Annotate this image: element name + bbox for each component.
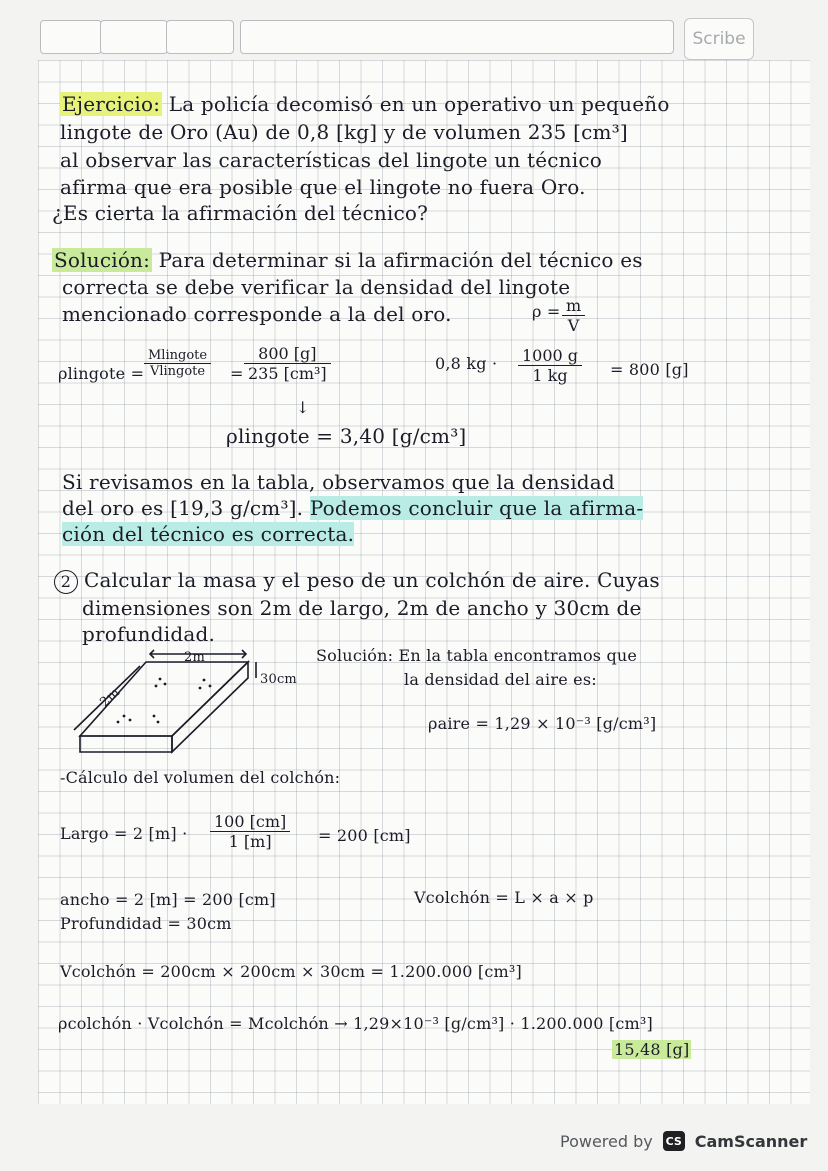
density-result: ρlingote = 3,40 [g/cm³] <box>226 424 467 448</box>
solution1-line: correcta se debe verificar la densidad del lingote <box>62 275 571 299</box>
camscanner-name: CamScanner <box>694 1131 808 1151</box>
mass-calculation: ρcolchón · Vcolchón = Mcolchón → 1,29×10⁻³ [g/cm³] · 1.200.000 [cm³] <box>58 1014 653 1033</box>
equals-sign: = <box>230 364 244 383</box>
mass-result: 15,48 [g] <box>614 1040 690 1059</box>
camscanner-footer <box>560 1126 807 1156</box>
down-arrow-icon: ↓ <box>296 398 310 417</box>
conclusion-line: Si revisamos en la tabla, observamos que la densidad <box>62 470 615 494</box>
dimension-side-label: 2m <box>97 685 123 711</box>
exercise-label: Ejercicio: <box>62 92 161 116</box>
air-density: ρaire = 1,29 × 10⁻³ [g/cm³] <box>428 714 657 733</box>
camscanner-logo-icon: CS <box>663 1131 685 1151</box>
density-formula-fraction: $\frac{m}{V}$ <box>562 296 585 335</box>
conclusion-line <box>62 522 354 546</box>
powered-by-text: Powered by <box>560 1131 653 1151</box>
exercise1-line: lingote de Oro (Au) de 0,8 [kg] y de volumen 235 [cm³] <box>60 120 628 144</box>
exercise1-line: al observar las características del lingote un técnico <box>60 148 603 172</box>
volume-calculation: Vcolchón = 200cm × 200cm × 30cm = 1.200.000 [cm³] <box>60 962 522 981</box>
solution2-line: Solución: En la tabla encontramos que <box>316 646 638 665</box>
header-box <box>240 20 674 54</box>
largo-prefix: Largo = 2 [m] · <box>60 824 188 843</box>
numeric-density-fraction: $\frac{800 [g]}{\text{235 [cm³]}}$ <box>244 344 331 383</box>
conclusion-line: del oro es [19,3 g/cm³]. Podemos concluir que la afirma- <box>62 496 644 520</box>
rho-lingote-label: ρlingote = <box>58 364 145 383</box>
volume-heading: -Cálculo del volumen del colchón: <box>60 768 341 787</box>
exercise1-line: Ejercicio: La policía decomisó en un operativo un pequeño <box>62 92 670 116</box>
solution2-line: la densidad del aire es: <box>404 670 597 689</box>
largo-result: = 200 [cm] <box>318 826 411 845</box>
conclusion-highlight: ción del técnico es correcta. <box>62 522 355 546</box>
header-box <box>100 20 168 54</box>
conclusion-highlight: Podemos concluir que la afirma- <box>309 496 644 520</box>
largo-fraction: $\frac{100 [cm]}{1 [m]}$ <box>210 812 290 851</box>
gold-density-value: [19,3 g/cm³]. <box>170 496 304 520</box>
conversion-fraction: $\frac{1000 g}{1 kg}$ <box>518 346 582 385</box>
profundidad-line: Profundidad = 30cm <box>60 914 232 933</box>
volume-formula: Vcolchón = L × a × p <box>414 888 594 907</box>
dimension-top-label: 2m <box>184 650 205 665</box>
solution-label: Solución: <box>316 646 394 665</box>
exercise2-line: profundidad. <box>82 622 216 646</box>
exercise1-line: afirma que era posible que el lingote no fuera Oro. <box>60 175 586 199</box>
conversion-result: = 800 [g] <box>610 360 689 379</box>
solution-label: Solución: <box>54 248 151 272</box>
exercise1-line: ¿Es cierta la afirmación del técnico? <box>52 201 429 225</box>
exercise2-line: dimensiones son 2m de largo, 2m de ancho y 30cm de <box>82 596 642 620</box>
dimension-height-label: 30cm <box>260 672 297 687</box>
density-formula-symbol: ρ = <box>532 302 561 321</box>
mass-over-volume-fraction: Mlingote Vlingote <box>144 348 211 379</box>
ancho-line: ancho = 2 [m] = 200 [cm] <box>60 890 276 909</box>
scribe-logo <box>684 18 754 60</box>
solution1-line: mencionado corresponde a la del oro. <box>62 302 452 326</box>
solution1-line: Solución: Para determinar si la afirmación del técnico es <box>54 248 643 272</box>
header-box <box>166 20 234 54</box>
header-box <box>40 20 102 54</box>
conversion-prefix: 0,8 kg · <box>435 354 498 373</box>
exercise2-line: 2 Calcular la masa y el peso de un colchón de aire. Cuyas <box>54 568 660 594</box>
brand-text: Scribe <box>692 29 746 49</box>
exercise-number-badge: 2 <box>54 570 78 594</box>
